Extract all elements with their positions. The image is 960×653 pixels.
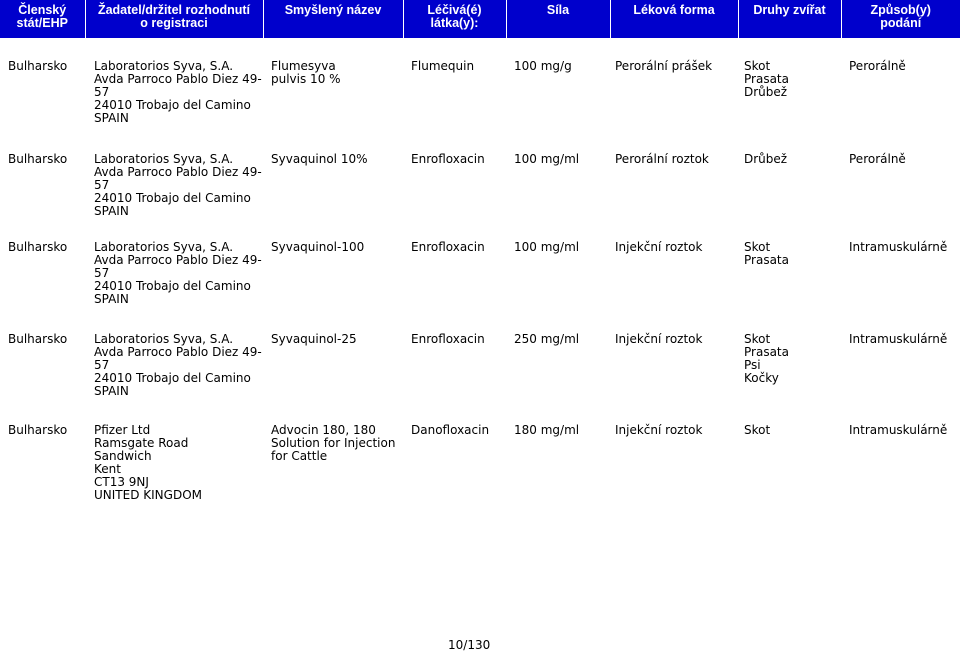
cell-member-state: Bulharsko xyxy=(8,152,68,166)
table-row xyxy=(0,308,960,398)
applicant-line: Avda Parroco Pablo Diez 49- xyxy=(94,345,262,359)
cell-route: Intramuskulárně xyxy=(849,240,948,254)
cell-invented-name xyxy=(263,38,403,128)
species-line: Skot xyxy=(744,59,771,73)
cell-strength: 100 mg/ml xyxy=(514,240,580,254)
applicant-line: Laboratorios Syva, S.A. xyxy=(94,332,234,346)
header-line: Léková forma xyxy=(633,3,715,17)
cell-member-state: Bulharsko xyxy=(8,332,68,346)
cell-pharmaceutical-form: Injekční roztok xyxy=(615,423,703,437)
name-line: for Cattle xyxy=(271,449,328,463)
cell-invented-name xyxy=(263,308,403,398)
header-line: Způsob(y) xyxy=(870,3,931,17)
cell-active-substance: Enrofloxacin xyxy=(411,152,485,166)
species-line: Kočky xyxy=(744,371,779,385)
species-line: Drůbež xyxy=(744,152,788,166)
cell-pharmaceutical-form: Injekční roztok xyxy=(615,240,703,254)
applicant-line: 24010 Trobajo del Camino xyxy=(94,279,251,293)
species-line: Prasata xyxy=(744,72,789,86)
applicant-line: Laboratorios Syva, S.A. xyxy=(94,152,234,166)
species-line: Skot xyxy=(744,423,771,437)
header-line: Žadatel/držitel rozhodnutí xyxy=(97,3,251,17)
header-line: stát/EHP xyxy=(16,16,68,30)
applicant-line: SPAIN xyxy=(94,384,129,398)
header-invented-name xyxy=(263,0,403,38)
cell-active-substance: Enrofloxacin xyxy=(411,240,485,254)
applicant-line: 57 xyxy=(94,358,110,372)
cell-applicant xyxy=(85,38,263,128)
header-pharmaceutical-form xyxy=(610,0,738,38)
name-line: pulvis 10 % xyxy=(271,72,341,86)
header-active-substance xyxy=(403,0,506,38)
header-member-state xyxy=(0,0,85,38)
name-line: Syvaquinol-25 xyxy=(271,332,357,346)
applicant-line: UNITED KINGDOM xyxy=(94,488,202,502)
name-line: Syvaquinol 10% xyxy=(271,152,368,166)
header-row xyxy=(0,0,960,38)
header-applicant xyxy=(85,0,263,38)
applicant-line: Avda Parroco Pablo Diez 49- xyxy=(94,165,262,179)
header-route xyxy=(841,0,960,38)
header-line: látka(y): xyxy=(430,16,479,30)
cell-member-state: Bulharsko xyxy=(8,423,68,437)
applicant-line: Laboratorios Syva, S.A. xyxy=(94,240,234,254)
applicant-line: 57 xyxy=(94,178,110,192)
species-line: Prasata xyxy=(744,345,789,359)
species-line: Drůbež xyxy=(744,85,788,99)
table-header xyxy=(0,0,960,38)
cell-route: Intramuskulárně xyxy=(849,332,948,346)
cell-applicant xyxy=(85,398,263,502)
header-line: podání xyxy=(880,16,922,30)
cell-active-substance: Danofloxacin xyxy=(411,423,490,437)
cell-route: Intramuskulárně xyxy=(849,423,948,437)
cell-invented-name xyxy=(263,398,403,502)
page-number: 10/130 xyxy=(448,638,491,652)
cell-active-substance: Flumequin xyxy=(411,59,475,73)
applicant-line: SPAIN xyxy=(94,204,129,218)
table-row xyxy=(0,398,960,502)
header-line: Smyšlený název xyxy=(284,3,382,17)
applicant-line: SPAIN xyxy=(94,292,129,306)
cell-member-state: Bulharsko xyxy=(8,59,68,73)
applicant-line: 24010 Trobajo del Camino xyxy=(94,191,251,205)
applicant-line: Sandwich xyxy=(94,449,152,463)
cell-applicant xyxy=(85,308,263,398)
cell-pharmaceutical-form: Perorální roztok xyxy=(615,152,709,166)
applicant-line: Avda Parroco Pablo Diez 49- xyxy=(94,72,262,86)
applicant-line: Pfizer Ltd xyxy=(94,423,151,437)
cell-animal-species xyxy=(738,38,841,128)
cell-route: Perorálně xyxy=(849,59,906,73)
table-row xyxy=(0,218,960,308)
header-line: o registraci xyxy=(140,16,208,30)
applicant-line: 57 xyxy=(94,85,110,99)
cell-strength: 250 mg/ml xyxy=(514,332,580,346)
cell-strength: 180 mg/ml xyxy=(514,423,580,437)
cell-member-state: Bulharsko xyxy=(8,240,68,254)
cell-pharmaceutical-form: Perorální prášek xyxy=(615,59,713,73)
table-row xyxy=(0,38,960,128)
species-line: Skot xyxy=(744,240,771,254)
name-line: Advocin 180, 180 xyxy=(271,423,376,437)
cell-active-substance: Enrofloxacin xyxy=(411,332,485,346)
applicant-line: CT13 9NJ xyxy=(94,475,149,489)
header-line: Členský xyxy=(18,3,67,17)
header-line: Síla xyxy=(546,3,570,17)
applicant-line: Laboratorios Syva, S.A. xyxy=(94,59,234,73)
header-line: Léčivá(é) xyxy=(427,3,482,17)
cell-invented-name xyxy=(263,218,403,308)
cell-strength: 100 mg/g xyxy=(514,59,572,73)
cell-animal-species xyxy=(738,128,841,218)
species-line: Skot xyxy=(744,332,771,346)
cell-animal-species xyxy=(738,398,841,502)
species-line: Psi xyxy=(744,358,761,372)
applicant-line: Avda Parroco Pablo Diez 49- xyxy=(94,253,262,267)
applicant-line: SPAIN xyxy=(94,111,129,125)
applicant-line: 24010 Trobajo del Camino xyxy=(94,98,251,112)
name-line: Flumesyva xyxy=(271,59,336,73)
cell-invented-name xyxy=(263,128,403,218)
species-line: Prasata xyxy=(744,253,789,267)
table-row xyxy=(0,128,960,218)
header-strength xyxy=(506,0,610,38)
cell-pharmaceutical-form: Injekční roztok xyxy=(615,332,703,346)
cell-applicant xyxy=(85,128,263,218)
applicant-line: Ramsgate Road xyxy=(94,436,189,450)
applicant-line: 57 xyxy=(94,266,110,280)
applicant-line: Kent xyxy=(94,462,121,476)
name-line: Syvaquinol-100 xyxy=(271,240,365,254)
cell-route: Perorálně xyxy=(849,152,906,166)
header-line: Druhy zvířat xyxy=(753,3,826,17)
name-line: Solution for Injection xyxy=(271,436,396,450)
applicant-line: 24010 Trobajo del Camino xyxy=(94,371,251,385)
cell-animal-species xyxy=(738,308,841,398)
header-animal-species xyxy=(738,0,841,38)
cell-animal-species xyxy=(738,218,841,308)
cell-strength: 100 mg/ml xyxy=(514,152,580,166)
table-body xyxy=(0,38,960,502)
cell-applicant xyxy=(85,218,263,308)
